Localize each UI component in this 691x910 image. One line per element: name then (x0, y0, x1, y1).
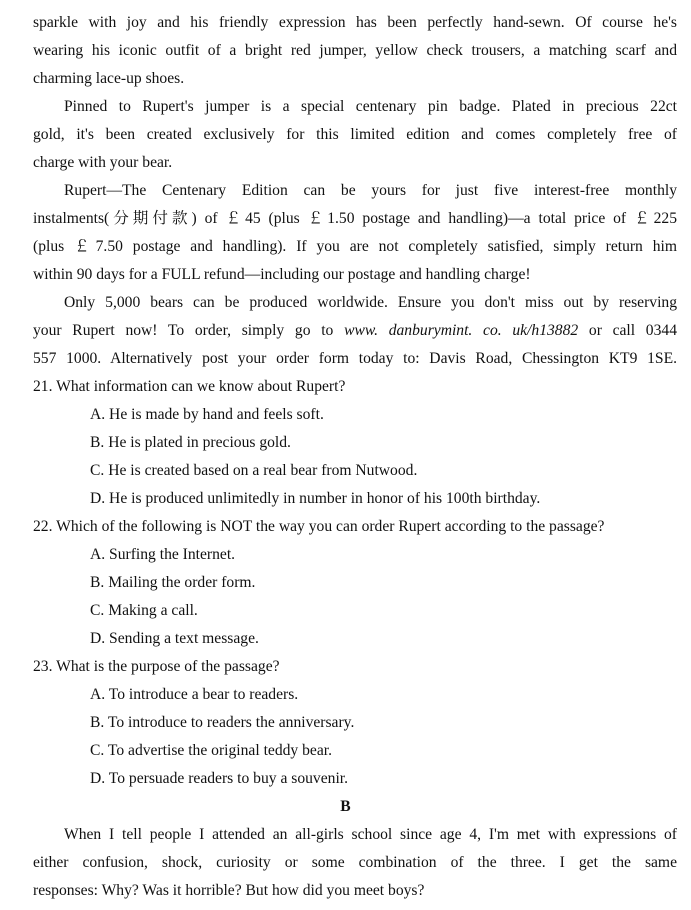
passage-a-para1-line2: wearing his iconic outfit of a bright red jumper, yellow check trousers, a matching scarf and (33, 42, 677, 59)
question-21-option-a: A. He is made by hand and feels soft. (90, 406, 324, 423)
question-23-option-b: B. To introduce to readers the anniversary. (90, 714, 355, 731)
question-22-option-b: B. Mailing the order form. (90, 574, 256, 591)
section-b-heading: B (340, 798, 351, 815)
passage-a-para3-line1: Rupert—The Centenary Edition can be yours for just five interest-free monthly (64, 182, 677, 199)
question-23-option-d: D. To persuade readers to buy a souvenir. (90, 770, 349, 787)
para4-line2-pre: your Rupert now! To order, simply go to (33, 322, 345, 339)
question-22-option-a: A. Surfing the Internet. (90, 546, 236, 563)
passage-a-para2-line2: gold, it's been created exclusively for this limited edition and comes completely free of (33, 126, 677, 143)
passage-a-para3-line4: within 90 days for a FULL refund—including our postage and handling charge! (33, 266, 531, 283)
question-21-option-d: D. He is produced unlimitedly in number in honor of his 100th birthday. (90, 490, 541, 507)
passage-a-para3-line2: instalments(分期付款) of ￡45 (plus ￡1.50 postage and handling)—a total price of ￡225 (33, 210, 677, 227)
passage-a-para1-line3: charming lace-up shoes. (33, 70, 185, 87)
passage-a-para2-line3: charge with your bear. (33, 154, 173, 171)
question-23-option-c: C. To advertise the original teddy bear. (90, 742, 332, 759)
question-21-stem: 21. What information can we know about Rupert? (33, 378, 346, 395)
question-23-option-a: A. To introduce a bear to readers. (90, 686, 299, 703)
section-b-para1-line3: responses: Why? Was it horrible? But how did you meet boys? (33, 882, 425, 899)
section-b-para1-line2: either confusion, shock, curiosity or some combination of the three. I get the same (33, 854, 677, 871)
passage-a-para4-line1: Only 5,000 bears can be produced worldwide. Ensure you don't miss out by reserving (64, 294, 677, 311)
passage-a-para4-line2 (33, 321, 677, 341)
question-21-option-b: B. He is plated in precious gold. (90, 434, 291, 451)
passage-a-para2-line1: Pinned to Rupert's jumper is a special centenary pin badge. Plated in precious 22ct (64, 98, 677, 115)
passage-a-para3-line3: (plus ￡7.50 postage and handling). If you are not completely satisfied, simply return him (33, 238, 677, 255)
passage-a-para4-line3: 557 1000. Alternatively post your order form today to: Davis Road, Chessington KT9 1SE. (33, 350, 677, 367)
question-22-stem: 22. Which of the following is NOT the way you can order Rupert according to the passage? (33, 518, 605, 535)
passage-a-para1-line1: sparkle with joy and his friendly expression has been perfectly hand-sewn. Of course he's (33, 14, 677, 31)
order-website-url: www. danburymint. co. uk/h13882 (344, 322, 579, 339)
question-23-stem: 23. What is the purpose of the passage? (33, 658, 280, 675)
question-21-option-c: C. He is created based on a real bear from Nutwood. (90, 462, 418, 479)
question-22-option-d: D. Sending a text message. (90, 630, 259, 647)
question-22-option-c: C. Making a call. (90, 602, 198, 619)
section-b-para1-line1: When I tell people I attended an all-girls school since age 4, I'm met with expressions of (64, 826, 677, 843)
para4-line2-post: or call 0344 (578, 322, 677, 339)
